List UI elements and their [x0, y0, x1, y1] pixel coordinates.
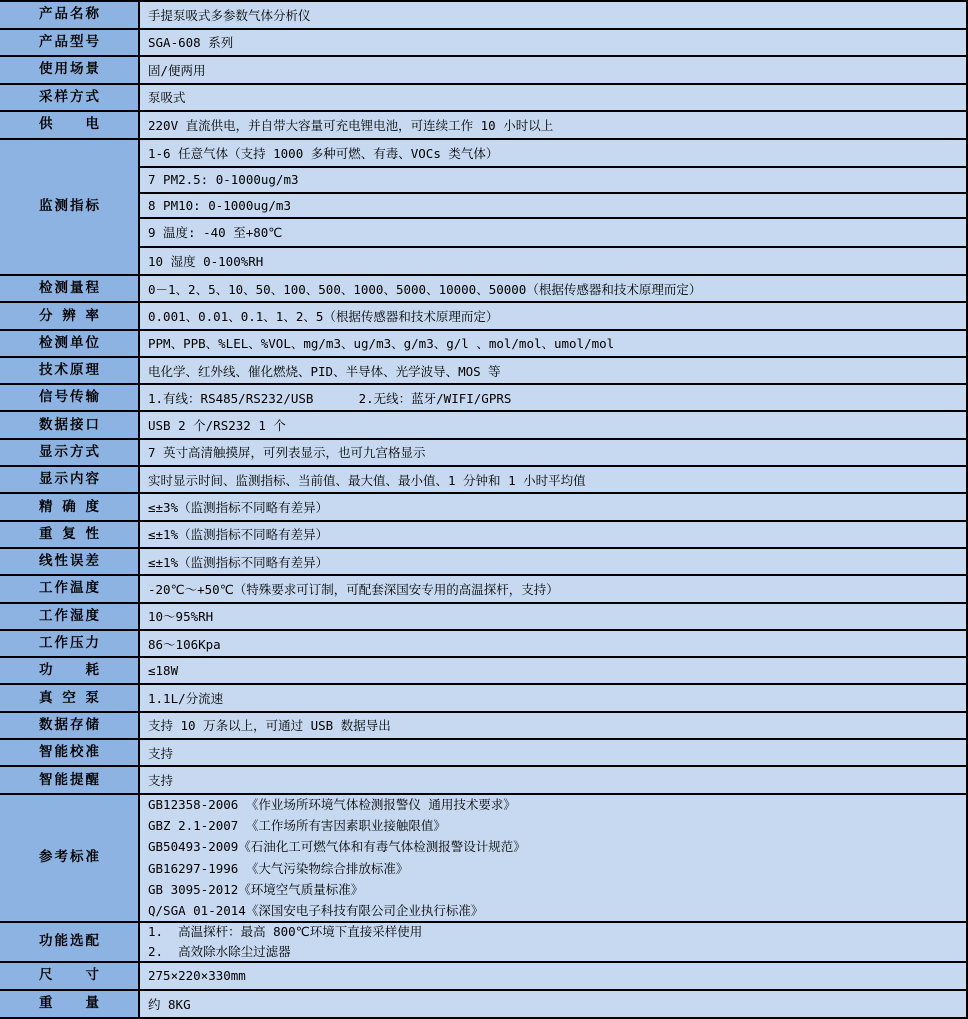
work-temp-value: -20℃～+50℃（特殊要求可订制，可配套深国安专用的高温探杆，支持） [140, 576, 966, 601]
linearity-label: 线性误差 [39, 553, 99, 570]
work-temp-label-cell [0, 576, 140, 601]
signal-label: 信号传输 [39, 389, 99, 406]
power-consumption-label: 功耗 [39, 662, 99, 679]
row-model [0, 30, 966, 58]
display-content-label: 显示内容 [39, 471, 99, 488]
reference-standards-label-cell [0, 795, 140, 921]
row-display-mode [0, 440, 966, 467]
work-humidity-label: 工作湿度 [39, 607, 99, 624]
row-sampling [0, 85, 966, 113]
signal-label-cell [0, 385, 140, 410]
unit-value: PPM、PPB、%LEL、%VOL、mg/m3、ug/m3、g/m3、g/l 、mol/mol、umol/mol [140, 331, 966, 356]
accuracy-label-cell [0, 494, 140, 519]
principle-label: 技术原理 [39, 362, 99, 379]
accuracy-label: 精确度 [39, 498, 99, 515]
monitor-item: 7 PM2.5: 0-1000ug/m3 [140, 168, 966, 194]
product-name-value: 手提泵吸式多参数气体分析仪 [140, 2, 966, 28]
linearity-value: ≤±1%（监测指标不同略有差异） [140, 549, 966, 574]
reference-standard-item: GB 3095-2012《环境空气质量标准》 [148, 881, 364, 897]
row-reference-standards [0, 795, 966, 923]
smart-calibration-label: 智能校准 [39, 744, 99, 761]
monitor-item: 10 湿度 0-100%RH [140, 248, 966, 275]
monitor-item: 8 PM10: 0-1000ug/m3 [140, 194, 966, 220]
work-temp-label: 工作温度 [39, 580, 99, 597]
resolution-label: 分辨率 [39, 307, 99, 324]
row-product-name [0, 2, 966, 30]
monitor-item: 1-6 任意气体（支持 1000 多种可燃、有毒、VOCs 类气体） [140, 140, 966, 169]
row-smart-reminder [0, 767, 966, 794]
display-content-label-cell [0, 467, 140, 492]
signal-value: 1.有线：RS485/RS232/USB 2.无线：蓝牙/WIFI/GPRS [140, 385, 966, 410]
principle-value: 电化学、红外线、催化燃烧、PID、半导体、光学波导、MOS 等 [140, 358, 966, 383]
row-resolution [0, 303, 966, 330]
optional-features-label-cell [0, 923, 140, 961]
principle-label-cell [0, 358, 140, 383]
row-smart-calibration [0, 740, 966, 767]
dimensions-value: 275×220×330mm [140, 963, 966, 989]
range-label-cell [0, 276, 140, 301]
optional-feature-item: 2. 高效除水除尘过滤器 [148, 943, 291, 959]
monitor-label-cell [0, 140, 140, 275]
row-accuracy [0, 494, 966, 521]
dimensions-label: 尺寸 [39, 967, 99, 984]
smart-reminder-label: 智能提醒 [39, 771, 99, 788]
work-humidity-label-cell [0, 604, 140, 629]
row-interface [0, 412, 966, 439]
repeatability-label: 重复性 [39, 525, 99, 542]
monitor-item: 9 温度: -40 至+80℃ [140, 219, 966, 248]
range-label: 检测量程 [39, 280, 99, 297]
work-pressure-label-cell [0, 631, 140, 656]
weight-label-cell [0, 991, 140, 1017]
display-mode-label: 显示方式 [39, 444, 99, 460]
reference-standards-value [140, 795, 966, 921]
row-linearity [0, 549, 966, 576]
row-work-humidity [0, 604, 966, 631]
row-monitor-indicators [0, 140, 966, 277]
row-power-supply [0, 112, 966, 140]
display-mode-value: 7 英寸高清触摸屏，可列表显示，也可九宫格显示 [140, 440, 966, 465]
reference-standards-label: 参考标准 [39, 849, 99, 866]
unit-label: 检测单位 [39, 334, 99, 351]
optional-feature-item: 1. 高温探杆：最高 800℃环境下直接采样使用 [148, 923, 423, 939]
repeatability-label-cell [0, 522, 140, 547]
data-storage-label: 数据存储 [39, 716, 99, 733]
row-data-storage [0, 713, 966, 740]
row-work-pressure [0, 631, 966, 658]
smart-calibration-value: 支持 [140, 740, 966, 765]
row-optional-features [0, 923, 966, 963]
power-consumption-value: ≤18W [140, 658, 966, 683]
interface-label-cell [0, 412, 140, 437]
row-dimensions [0, 963, 966, 991]
power-consumption-label-cell [0, 658, 140, 683]
row-range [0, 276, 966, 303]
sampling-value: 泵吸式 [140, 85, 966, 111]
unit-label-cell [0, 331, 140, 356]
interface-value: USB 2 个/RS232 1 个 [140, 412, 966, 437]
range-value: 0－1、2、5、10、50、100、500、1000、5000、10000、50000（根据传感器和技术原理而定） [140, 276, 966, 301]
row-repeatability [0, 522, 966, 549]
row-vacuum-pump [0, 685, 966, 712]
sampling-label: 采样方式 [39, 88, 99, 105]
weight-value: 约 8KG [140, 991, 966, 1017]
scene-label-cell [0, 57, 140, 83]
row-unit [0, 331, 966, 358]
interface-label: 数据接口 [39, 416, 99, 433]
work-pressure-label: 工作压力 [39, 635, 99, 652]
row-work-temp [0, 576, 966, 603]
data-storage-value: 支持 10 万条以上，可通过 USB 数据导出 [140, 713, 966, 738]
monitor-value-stack [140, 140, 966, 275]
reference-standard-item: GBZ 2.1-2007 《工作场所有害因素职业接触限值》 [148, 818, 446, 834]
weight-label: 重量 [39, 995, 99, 1012]
accuracy-value: ≤±3%（监测指标不同略有差异） [140, 494, 966, 519]
vacuum-pump-value: 1.1L/分流速 [140, 685, 966, 710]
smart-calibration-label-cell [0, 740, 140, 765]
power-supply-value: 220V 直流供电，并自带大容量可充电锂电池，可连续工作 10 小时以上 [140, 112, 966, 138]
data-storage-label-cell [0, 713, 140, 738]
power-supply-label-cell [0, 112, 140, 138]
work-humidity-value: 10～95%RH [140, 604, 966, 629]
power-supply-label: 供电 [39, 116, 99, 133]
row-scene [0, 57, 966, 85]
display-mode-label-cell [0, 440, 140, 465]
product-name-label: 产品名称 [39, 6, 99, 23]
work-pressure-value: 86～106Kpa [140, 631, 966, 656]
smart-reminder-value: 支持 [140, 767, 966, 792]
monitor-label: 监测指标 [39, 198, 99, 215]
optional-features-value [140, 923, 966, 961]
reference-standard-item: GB12358-2006 《作业场所环境气体检测报警仪 通用技术要求》 [148, 796, 516, 812]
reference-standard-item: GB50493-2009《石油化工可燃气体和有毒气体检测报警设计规范》 [148, 839, 526, 855]
model-label: 产品型号 [39, 33, 99, 50]
optional-features-label: 功能选配 [39, 933, 99, 950]
product-name-label-cell [0, 2, 140, 28]
repeatability-value: ≤±1%（监测指标不同略有差异） [140, 522, 966, 547]
display-content-value: 实时显示时间、监测指标、当前值、最大值、最小值、1 分钟和 1 小时平均值 [140, 467, 966, 492]
smart-reminder-label-cell [0, 767, 140, 792]
dimensions-label-cell [0, 963, 140, 989]
row-weight [0, 991, 966, 1019]
row-principle [0, 358, 966, 385]
linearity-label-cell [0, 549, 140, 574]
vacuum-pump-label-cell [0, 685, 140, 710]
model-value: SGA-608 系列 [140, 30, 966, 56]
row-display-content [0, 467, 966, 494]
reference-standard-item: GB16297-1996 《大气污染物综合排放标准》 [148, 860, 409, 876]
row-signal [0, 385, 966, 412]
resolution-value: 0.001、0.01、0.1、1、2、5（根据传感器和技术原理而定） [140, 303, 966, 328]
scene-label: 使用场景 [39, 61, 99, 78]
vacuum-pump-label: 真空泵 [39, 689, 99, 706]
sampling-label-cell [0, 85, 140, 111]
row-power-consumption [0, 658, 966, 685]
scene-value: 固/便两用 [140, 57, 966, 83]
resolution-label-cell [0, 303, 140, 328]
model-label-cell [0, 30, 140, 56]
reference-standard-item: Q/SGA 01-2014《深国安电子科技有限公司企业执行标准》 [148, 903, 484, 919]
